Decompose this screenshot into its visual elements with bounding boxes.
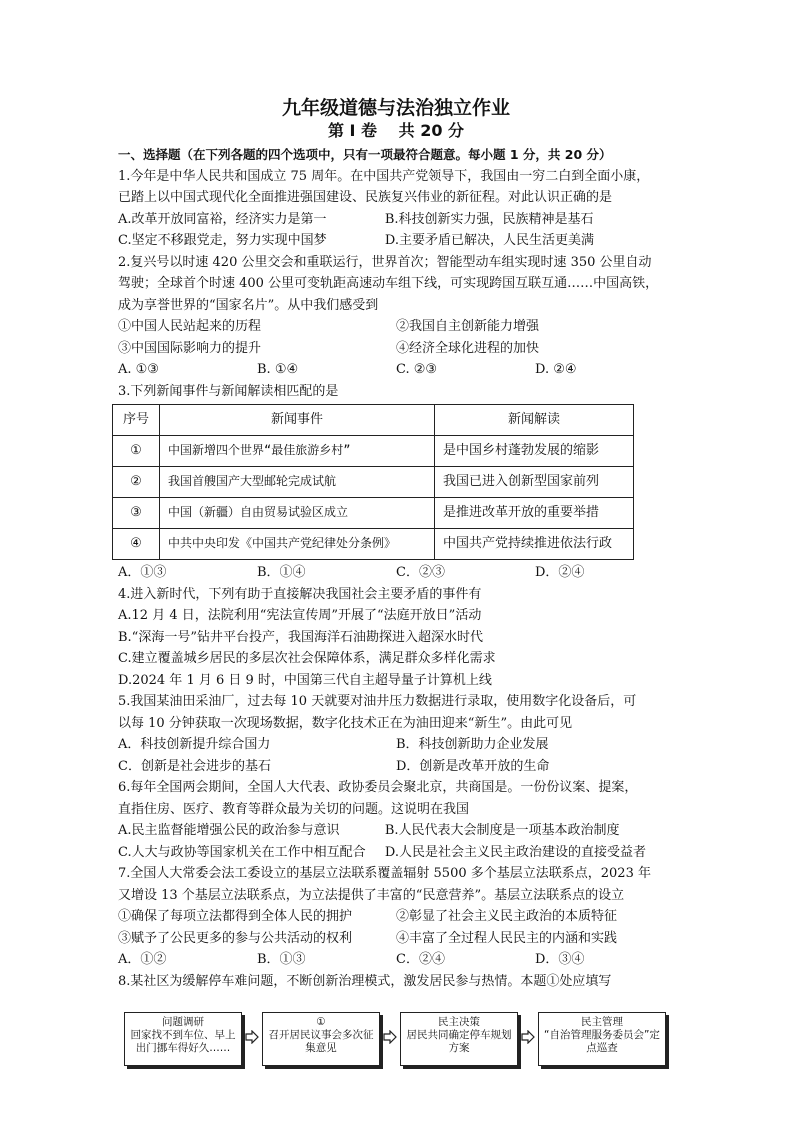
q2-option-c: C. ②③ bbox=[396, 362, 438, 377]
flow-box-body: 居民共同确定停车规划方案 bbox=[406, 1029, 512, 1054]
q5-stem-line-2: 以每 10 分钟获取一次现场数据，数字化技术正在为油田迎来“新生”。由此可见 bbox=[118, 715, 573, 731]
q2-stem-line-3: 成为享誉世界的“国家名片”。从中我们感受到 bbox=[118, 297, 379, 313]
q7-option-a: A．①② bbox=[118, 952, 167, 967]
table-header: 序号 bbox=[113, 405, 160, 436]
flow-box-management bbox=[538, 1012, 666, 1066]
q3-stem: 3.下列新闻事件与新闻解读相匹配的是 bbox=[118, 383, 339, 399]
q1-stem-line-2: 已踏上以中国式现代化全面推进强国建设、民族复兴伟业的新征程。对此认识正确的是 bbox=[118, 190, 613, 205]
q6-option-d: D.人民是社会主义民主政治建设的直接受益者 bbox=[384, 844, 646, 860]
q2-statement-4: ④经济全球化进程的加快 bbox=[396, 340, 540, 356]
news-reading: 中国共产党持续推进依法行政 bbox=[435, 529, 634, 560]
news-event: 我国首艘国产大型邮轮完成试航 bbox=[160, 467, 435, 498]
q7-statement-1: ①确保了每项立法都得到全体人民的拥护 bbox=[118, 909, 353, 924]
q7-option-c: C．②④ bbox=[396, 952, 445, 967]
q6-option-c: C.人大与政协等国家机关在工作中相互配合 bbox=[118, 844, 366, 860]
flow-box-decision bbox=[400, 1012, 518, 1066]
news-reading: 是推进改革开放的重要举措 bbox=[435, 498, 634, 529]
process-flowchart bbox=[124, 1012, 674, 1072]
q6-option-b: B.人民代表大会制度是一项基本政治制度 bbox=[384, 823, 620, 838]
q7-option-b: B．①③ bbox=[257, 952, 306, 967]
question-6 bbox=[118, 777, 674, 863]
table-row bbox=[113, 529, 634, 560]
q7-option-d: D．③④ bbox=[535, 952, 585, 967]
arrow-right-icon bbox=[521, 1030, 535, 1044]
question-1 bbox=[118, 166, 674, 252]
row-number: ① bbox=[113, 436, 160, 467]
section-heading: 一、选择题（在下列各题的四个选项中，只有一项最符合题意。每小题 1 分，共 20 分） bbox=[118, 147, 612, 162]
page-subtitle: 第 I 卷 共 20 分 bbox=[327, 121, 465, 140]
news-reading: 我国已进入创新型国家前列 bbox=[435, 467, 634, 498]
q1-option-a: A.改革开放同富裕，经济实力是第一 bbox=[118, 211, 327, 227]
q2-stem-line-2: 驾驶；全球首个时速 400 公里可变轨距高速动车组下线，可实现跨国互联互通……中国高铁， bbox=[118, 276, 659, 291]
q3-option-b: B．①④ bbox=[257, 565, 306, 580]
news-table bbox=[112, 404, 634, 560]
q2-option-d: D. ②④ bbox=[535, 362, 577, 377]
flow-box-heading: ① bbox=[316, 1016, 326, 1028]
q5-option-c: C．创新是社会进步的基石 bbox=[118, 758, 271, 774]
row-number: ④ bbox=[113, 529, 160, 560]
q5-option-d: D．创新是改革开放的生命 bbox=[396, 758, 550, 774]
news-event: 中共中央印发《中国共产党纪律处分条例》 bbox=[160, 529, 435, 560]
q7-stem-line-2: 又增设 13 个基层立法联系点，为立法提供了丰富的“民意营养”。基层立法联系点的设立 bbox=[118, 887, 625, 903]
q1-option-d: D.主要矛盾已解决，人民生活更美满 bbox=[384, 233, 594, 248]
q2-stem-line-1: 2.复兴号以时速 420 公里交会和重联运行，世界首次；智能型动车组实现时速 350 公里自动 bbox=[118, 254, 652, 270]
q1-option-c: C.坚定不移跟党走，努力实现中国梦 bbox=[118, 233, 327, 248]
flow-box-body: 回家找不到车位、早上出门挪车得好久…… bbox=[130, 1029, 236, 1054]
q2-statement-1: ①中国人民站起来的历程 bbox=[118, 319, 262, 334]
flow-box-heading: 问题调研 bbox=[162, 1016, 204, 1028]
table-row bbox=[113, 436, 634, 467]
q7-statement-4: ④丰富了全过程人民民主的内涵和实践 bbox=[396, 930, 618, 946]
q4-option-c: C.建立覆盖城乡居民的多层次社会保障体系，满足群众多样化需求 bbox=[118, 651, 496, 666]
q6-option-a: A.民主监督能增强公民的政治参与意识 bbox=[118, 823, 340, 838]
arrow-right-icon bbox=[383, 1030, 397, 1044]
q2-option-b: B. ①④ bbox=[257, 362, 299, 377]
flow-box-heading: 民主决策 bbox=[438, 1016, 480, 1028]
flow-box-research bbox=[124, 1012, 242, 1066]
q1-option-b: B.科技创新实力强，民族精神是基石 bbox=[384, 211, 594, 227]
q7-statement-2: ②彰显了社会主义民主政治的本质特征 bbox=[396, 909, 618, 924]
question-3 bbox=[118, 381, 674, 584]
table-row bbox=[113, 498, 634, 529]
q6-stem-line-1: 6.每年全国两会期间，全国人大代表、政协委员会聚北京，共商国是。一份份议案、提案， bbox=[118, 780, 638, 795]
flow-box-heading: 民主管理 bbox=[581, 1016, 623, 1028]
question-5 bbox=[118, 691, 674, 777]
news-event: 中国（新疆）自由贸易试验区成立 bbox=[160, 498, 435, 529]
q1-stem-line-1: 1.今年是中华人民共和国成立 75 周年。在中国共产党领导下，我国由一穷二白到全面小康， bbox=[118, 168, 650, 184]
q2-statement-2: ②我国自主创新能力增强 bbox=[396, 319, 540, 334]
q6-stem-line-2: 直指住房、医疗、教育等群众最为关切的问题。这说明在我国 bbox=[118, 801, 470, 817]
question-2 bbox=[118, 252, 674, 381]
q8-stem: 8.某社区为缓解停车难问题，不断创新治理模式，激发居民参与热情。本题①处应填写 bbox=[118, 973, 612, 989]
news-event: 中国新增四个世界“最佳旅游乡村” bbox=[160, 436, 435, 467]
table-header: 新闻解读 bbox=[435, 405, 634, 436]
question-8 bbox=[118, 971, 674, 993]
q5-option-a: A．科技创新提升综合国力 bbox=[118, 737, 271, 752]
q4-option-a: A.12 月 4 日，法院利用“宪法宣传周”开展了“法庭开放日”活动 bbox=[118, 608, 482, 623]
q4-option-d: D.2024 年 1 月 6 日 9 时，中国第三代自主超导量子计算机上线 bbox=[118, 672, 492, 688]
flow-box-blank bbox=[262, 1012, 380, 1066]
table-header: 新闻事件 bbox=[160, 405, 435, 436]
q4-option-b: B.“深海一号”钻井平台投产，我国海洋石油勘探进入超深水时代 bbox=[118, 629, 483, 645]
q7-statement-3: ③赋予了公民更多的参与公共活动的权利 bbox=[118, 930, 353, 946]
flow-box-body: 召开居民议事会多次征集意见 bbox=[268, 1029, 374, 1054]
exam-page bbox=[118, 96, 674, 992]
arrow-right-icon bbox=[245, 1030, 259, 1044]
table-header-row bbox=[113, 405, 634, 436]
question-7 bbox=[118, 863, 674, 971]
news-reading: 是中国乡村蓬勃发展的缩影 bbox=[435, 436, 634, 467]
table-row bbox=[113, 467, 634, 498]
q3-option-d: D．②④ bbox=[535, 565, 585, 580]
page-title: 九年级道德与法治独立作业 bbox=[281, 97, 510, 119]
q3-option-c: C．②③ bbox=[396, 565, 445, 580]
q5-option-b: B．科技创新助力企业发展 bbox=[396, 737, 549, 752]
q2-option-a: A. ①③ bbox=[118, 362, 159, 377]
row-number: ③ bbox=[113, 498, 160, 529]
q4-stem: 4.进入新时代，下列有助于直接解决我国社会主要矛盾的事件有 bbox=[118, 586, 482, 602]
question-4 bbox=[118, 584, 674, 692]
q2-statement-3: ③中国国际影响力的提升 bbox=[118, 340, 262, 356]
q3-option-a: A．①③ bbox=[118, 565, 167, 580]
row-number: ② bbox=[113, 467, 160, 498]
q5-stem-line-1: 5.我国某油田采油厂，过去每 10 天就要对油井压力数据进行录取，使用数字化设备后，可 bbox=[118, 694, 637, 709]
q7-stem-line-1: 7.全国人大常委会法工委设立的基层立法联系覆盖辐射 5500 多个基层立法联系点，2023 年 bbox=[118, 866, 651, 881]
flow-box-body: “自治管理服务委员会”定点巡查 bbox=[544, 1029, 660, 1054]
